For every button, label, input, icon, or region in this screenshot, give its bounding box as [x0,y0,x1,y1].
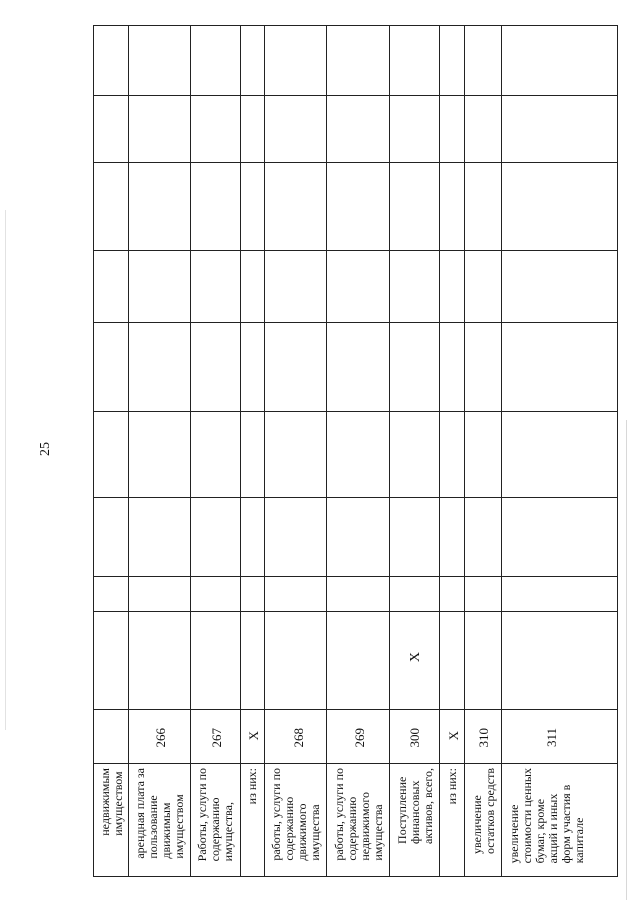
line-code: 310 [476,728,491,748]
grid-line [94,250,617,251]
grid-line [94,576,617,577]
row-label: Работы, услуги по содержанию имущества, [195,768,235,862]
grid-line [128,26,129,876]
grid-line [439,26,440,876]
grid-line [94,763,617,764]
grid-line [501,26,502,876]
grid-line [240,26,241,876]
row-label: увеличение остатков средств [470,768,497,854]
rotated-financial-table [93,25,618,877]
row-label: увеличение стоимости ценных бумаг, кроме акций и иных форм участия в капитале [507,768,586,864]
line-code: 268 [291,728,306,748]
page-number: 25 [38,442,53,456]
row-label: арендная плата за пользование движимым имуществом [133,768,186,859]
grid-line [190,26,191,876]
line-code: 266 [153,728,168,748]
scan-edge-left [5,210,6,730]
line-code: X [446,731,461,741]
grid-line [94,322,617,323]
grid-line [464,26,465,876]
grid-line [264,26,265,876]
x-mark: X [408,652,423,663]
grid-line [94,497,617,498]
grid-line [94,162,617,163]
line-code: 269 [352,728,367,748]
scan-edge-right [626,420,627,900]
row-label: из них: [245,768,259,805]
row-label: работы, услуги по содержанию недвижимого имущества [332,768,385,861]
line-code: X [246,731,261,741]
row-label: Поступление финансовых активов, всего, [395,768,435,844]
row-label: из них: [445,768,459,805]
grid-line [94,611,617,612]
grid-line [94,709,617,710]
row-label: недвижимым имуществом [98,768,125,836]
row-label: работы, услуги по содержанию движимого имущества [269,768,322,861]
line-code: 311 [544,728,559,748]
line-code: 300 [407,728,422,748]
grid-line [94,411,617,412]
grid-line [389,26,390,876]
grid-line [94,95,617,96]
line-code: 267 [209,728,224,748]
grid-line [326,26,327,876]
